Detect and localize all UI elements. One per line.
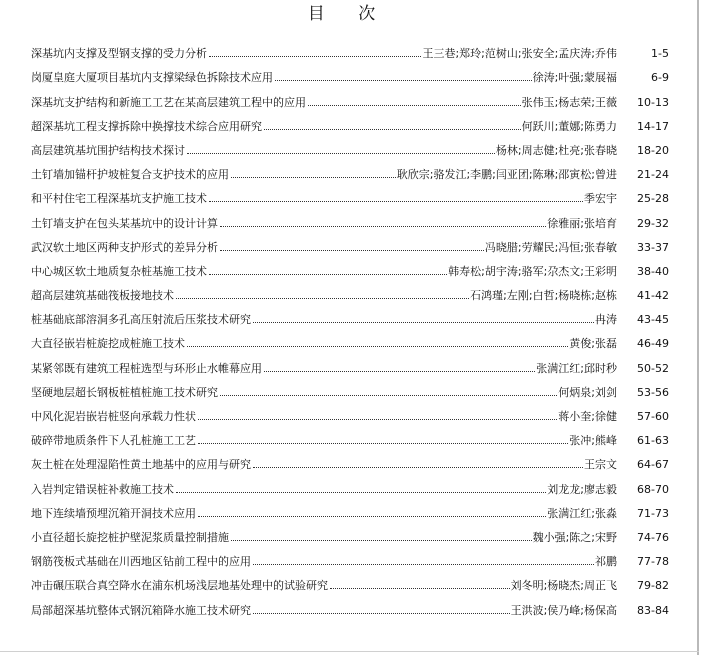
toc-entry[interactable] — [31, 230, 669, 254]
toc-entry-title[interactable]: 小直径超长旋挖桩护壁泥浆质量控制措施 — [31, 530, 229, 544]
dot-leader — [187, 153, 495, 154]
toc-entry[interactable] — [31, 278, 669, 302]
toc-entry-pages: 21-24 — [637, 168, 669, 182]
toc-entry-pages: 57-60 — [637, 410, 669, 423]
toc-entry-pages: 50-52 — [637, 361, 669, 375]
toc-entry-pages: 29-32 — [637, 216, 669, 230]
toc-entry[interactable] — [31, 592, 669, 616]
toc-entry-pages: 14-17 — [637, 119, 669, 133]
toc-entry-authors: 蒋小奎;徐健 — [558, 410, 617, 423]
dot-leader — [220, 250, 484, 251]
toc-entry[interactable] — [31, 302, 669, 326]
toc-entry[interactable] — [31, 84, 669, 108]
toc-entry-authors: 徐涛;叶强;蒙展福 — [532, 71, 617, 85]
toc-entry-title[interactable]: 武汉软土地区两种支护形式的差异分析 — [31, 240, 218, 254]
toc-entry-title[interactable]: 灰土桩在处理湿陷性黄土地基中的应用与研究 — [31, 458, 251, 472]
toc-entry-authors: 王宗文 — [584, 458, 617, 472]
toc-entry[interactable] — [31, 133, 669, 157]
toc-entry-title[interactable]: 某紧邻既有建筑工程桩选型与环形止水帷幕应用 — [31, 361, 262, 375]
toc-entry-pages: 1-5 — [651, 47, 669, 61]
toc-entry-authors: 刘龙龙;廖志毅 — [547, 482, 617, 496]
dot-leader — [308, 105, 521, 106]
toc-entry-pages: 41-42 — [637, 289, 669, 303]
toc-entry[interactable] — [31, 326, 669, 350]
toc-entry-pages: 64-67 — [637, 458, 669, 472]
table-of-contents — [31, 36, 669, 617]
dot-leader — [264, 129, 521, 130]
toc-entry-pages: 71-73 — [637, 506, 669, 520]
toc-entry-authors: 韩寿松;胡宇涛;骆军;尕杰文;王彩明 — [448, 264, 617, 278]
dot-leader — [209, 274, 447, 275]
dot-leader — [253, 467, 583, 468]
dot-leader — [264, 371, 535, 372]
toc-entry-title[interactable]: 土钉墙加锚杆护坡桩复合支护技术的应用 — [31, 168, 229, 182]
toc-entry-authors: 冯晓腊;劳耀民;冯恒;张春敏 — [484, 240, 617, 254]
toc-entry-title[interactable]: 破碎带地质条件下人孔桩施工工艺 — [31, 434, 196, 448]
toc-entry-title[interactable]: 钢筋筏板式基础在川西地区钻前工程中的应用 — [31, 555, 251, 569]
toc-entry-pages: 83-84 — [637, 603, 669, 617]
toc-entry-authors: 耿欣宗;骆发江;李鹏;闫亚团;陈琳;邵寅松;曾进 — [396, 168, 617, 182]
toc-entry-authors: 何跃川;董娜;陈勇力 — [521, 119, 617, 133]
dot-leader — [253, 322, 594, 323]
toc-entry-title[interactable]: 和平村住宅工程深基坑支护施工技术 — [31, 192, 207, 206]
toc-entry-authors: 冉涛 — [595, 313, 617, 327]
dot-leader — [330, 588, 510, 589]
toc-entry-authors: 王三巷;郑玲;范树山;张安全;孟庆涛;乔伟 — [422, 47, 617, 61]
toc-entry-pages: 79-82 — [637, 579, 669, 593]
toc-entry-title[interactable]: 深基坑支护结构和新施工工艺在某高层建筑工程中的应用 — [31, 95, 306, 109]
toc-entry-title[interactable]: 大直径嵌岩桩旋挖成桩施工技术 — [31, 337, 185, 351]
toc-entry[interactable] — [31, 60, 669, 84]
toc-entry-pages: 33-37 — [637, 240, 669, 254]
toc-entry-pages: 68-70 — [637, 482, 669, 496]
toc-entry-pages: 6-9 — [651, 71, 669, 85]
dot-leader — [176, 298, 469, 299]
dot-leader — [187, 346, 568, 347]
toc-entry-pages: 10-13 — [637, 95, 669, 109]
toc-entry[interactable] — [31, 157, 669, 181]
toc-entry-title[interactable]: 高层建筑基坑围护结构技术探讨 — [31, 143, 185, 157]
toc-entry-authors: 魏小强;陈之;宋野 — [532, 530, 617, 544]
toc-entry-pages: 74-76 — [637, 530, 669, 544]
toc-entry-title[interactable]: 坚硬地层超长钢板桩植桩施工技术研究 — [31, 385, 218, 399]
toc-entry-title[interactable]: 冲击碾压联合真空降水在浦东机场浅层地基处理中的试验研究 — [31, 579, 328, 593]
toc-entry-authors: 刘冬明;杨晓杰;周正飞 — [510, 579, 617, 593]
toc-entry[interactable] — [31, 423, 669, 447]
toc-entry-pages: 38-40 — [637, 264, 669, 278]
toc-entry-authors: 季宏宇 — [584, 192, 617, 206]
toc-entry-title[interactable]: 局部超深基坑整体式钢沉箱降水施工技术研究 — [31, 603, 251, 617]
dot-leader — [220, 226, 546, 227]
toc-entry-title[interactable]: 深基坑内支撑及型钢支撑的受力分析 — [31, 47, 207, 61]
toc-entry-title[interactable]: 桩基础底部溶洞多孔高压射流后压浆技术研究 — [31, 313, 251, 327]
toc-entry[interactable] — [31, 350, 669, 374]
toc-entry[interactable] — [31, 447, 669, 471]
toc-entry-authors: 祁鹏 — [595, 555, 617, 569]
toc-entry-authors: 何炳泉;刘剑 — [558, 385, 617, 399]
toc-entry[interactable] — [31, 544, 669, 568]
dot-leader — [198, 419, 557, 420]
toc-entry-pages: 43-45 — [637, 313, 669, 327]
toc-entry-authors: 张伟玉;杨志荣;王薇 — [521, 95, 617, 109]
dot-leader — [231, 540, 532, 541]
toc-entry[interactable] — [31, 496, 669, 520]
window-right-border — [697, 0, 699, 655]
toc-entry[interactable] — [31, 568, 669, 592]
toc-entry-authors: 杨林;周志健;杜亮;张春晓 — [495, 143, 617, 157]
dot-leader — [198, 516, 546, 517]
dot-leader — [209, 56, 421, 57]
toc-entry-title[interactable]: 超深基坑工程支撑拆除中换撑技术综合应用研究 — [31, 119, 262, 133]
toc-entry-authors: 王洪波;侯乃峰;杨保高 — [510, 603, 617, 617]
toc-entry[interactable] — [31, 471, 669, 495]
toc-entry-authors: 张冲;熊峰 — [569, 434, 617, 448]
toc-entry-title[interactable]: 土钉墙支护在包头某基坑中的设计计算 — [31, 216, 218, 230]
toc-entry-pages: 61-63 — [637, 434, 669, 448]
toc-entry-authors: 徐雅丽;张培育 — [547, 216, 617, 230]
dot-leader — [253, 564, 594, 565]
toc-entry[interactable] — [31, 399, 669, 423]
toc-entry-title[interactable]: 中风化泥岩嵌岩桩竖向承载力性状 — [31, 410, 196, 423]
toc-entry-pages: 46-49 — [637, 337, 669, 351]
toc-entry[interactable] — [31, 375, 669, 399]
dot-leader — [275, 80, 532, 81]
dot-leader — [176, 492, 546, 493]
window-bottom-border — [0, 651, 699, 652]
dot-leader — [198, 443, 568, 444]
toc-entry[interactable] — [31, 109, 669, 133]
toc-entry-pages: 77-78 — [637, 555, 669, 569]
toc-entry-authors: 张满江红;邱时秒 — [536, 361, 617, 375]
toc-entry-authors: 张满江红;张淼 — [547, 506, 617, 520]
page-title: 目 次 — [307, 4, 390, 24]
toc-entry-authors: 黄俊;张磊 — [569, 337, 617, 351]
toc-entry[interactable] — [31, 520, 669, 544]
toc-entry[interactable] — [31, 181, 669, 205]
toc-entry[interactable] — [31, 254, 669, 278]
toc-entry-title[interactable]: 岗厦皇庭大厦项目基坑内支撑梁绿色拆除技术应用 — [31, 71, 273, 85]
dot-leader — [220, 395, 557, 396]
dot-leader — [231, 177, 396, 178]
toc-entry-pages: 18-20 — [637, 143, 669, 157]
toc-entry-authors: 石鸿瑾;左刚;白哲;杨晓栋;赵栋 — [470, 289, 617, 303]
toc-entry-pages: 53-56 — [637, 385, 669, 399]
toc-entry-title[interactable]: 超高层建筑基础筏板接地技术 — [31, 289, 174, 303]
toc-entry-title[interactable]: 地下连续墙预埋沉箱开洞技术应用 — [31, 506, 196, 520]
dot-leader — [253, 613, 510, 614]
toc-entry-title[interactable]: 中心城区软土地质复杂桩基施工技术 — [31, 264, 207, 278]
dot-leader — [209, 201, 583, 202]
toc-entry[interactable] — [31, 205, 669, 229]
toc-entry-pages: 25-28 — [637, 192, 669, 206]
toc-entry[interactable] — [31, 36, 669, 60]
toc-entry-title[interactable]: 入岩判定错误桩补救施工技术 — [31, 482, 174, 496]
